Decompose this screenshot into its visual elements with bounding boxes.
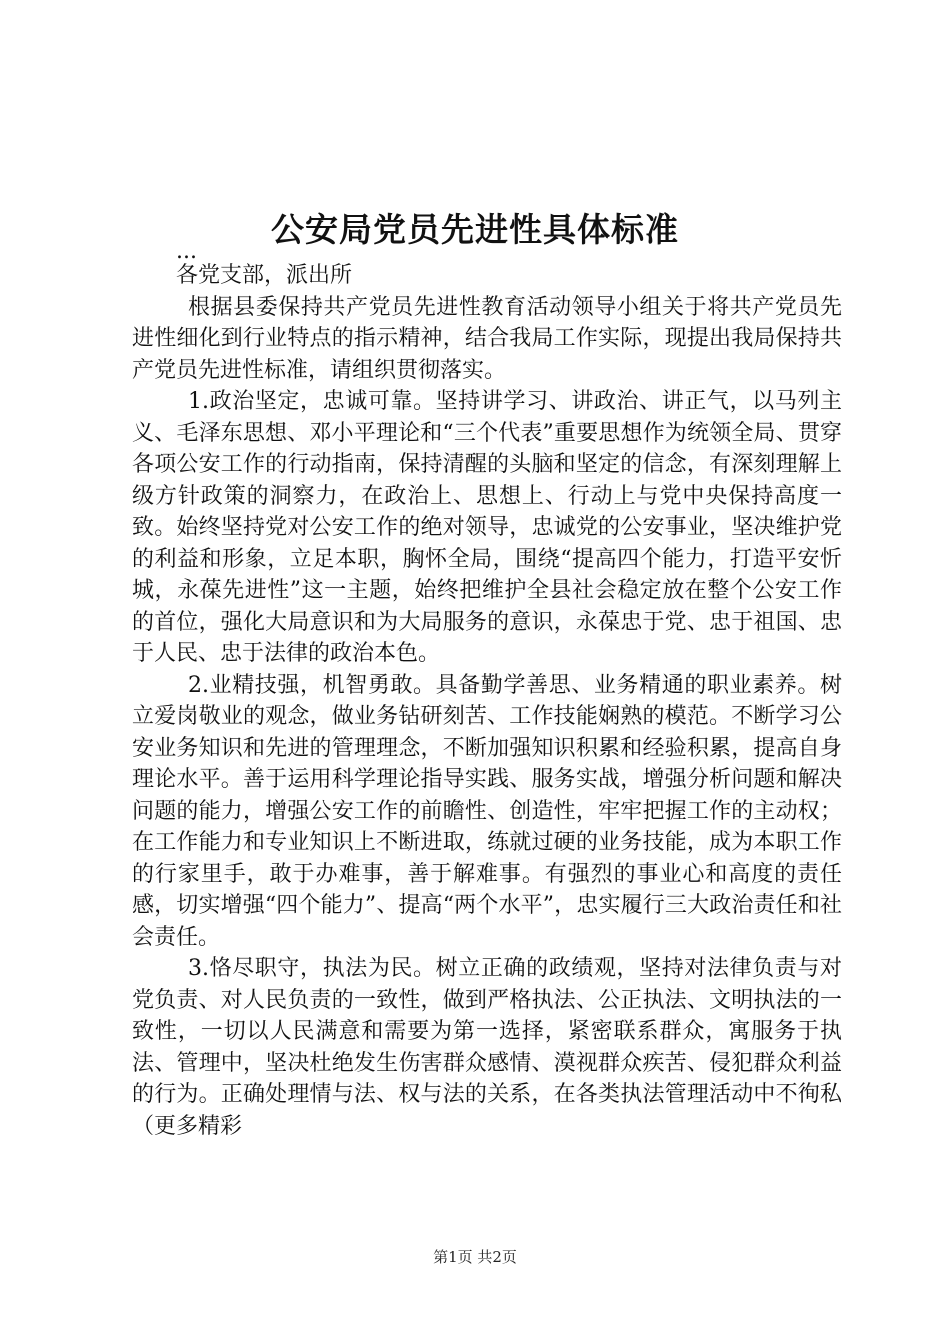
- intro-paragraph: 根据县委保持共产党员先进性教育活动领导小组关于将共产党员先进性细化到行业特点的指示精神，结合我局工作实际，现提出我局保持共产党员先进性标准，请组织贯彻落实。: [132, 294, 842, 383]
- section-paragraph: 1.政治坚定，忠诚可靠。坚持讲学习、讲政治、讲正气，以马列主义、毛泽东思想、邓小平理论和“三个代表”重要思想作为统领全局、贯穿各项公安工作的行动指南，保持清醒的头脑和坚定的信念，有深刻理解上级方针政策的洞察力，在政治上、思想上、行动上与党中央保持高度一致。始终坚持党对公安工作的绝对领导，忠诚党的公安事业，坚决维护党的利益和形象，立足本职，胸怀全局，围绕“提高四个能力，打造平安忻城，永葆先进性”这一主题，始终把维护全县社会稳定放在整个公安工作的首位，强化大局意识和为大局服务的意识，永葆忠于党、忠于祖国、忠于人民、忠于法律的政治本色。: [132, 389, 842, 666]
- page-number: 第1页 共2页: [433, 1248, 517, 1266]
- section-paragraph: 3.恪尽职守，执法为民。树立正确的政绩观，坚持对法律负责与对党负责、对人民负责的一致性，做到严格执法、公正执法、文明执法的一致性，一切以人民满意和需要为第一选择，紧密联系群众，寓服务于执法、管理中，坚决杜绝发生伤害群众感情、漠视群众疾苦、侵犯群众利益的行为。正确处理情与法、权与法的关系，在各类执法管理活动中不徇私（更多精彩: [132, 956, 842, 1139]
- document-title: 公安局党员先进性具体标准: [271, 210, 679, 250]
- document-body: [132, 239, 842, 1142]
- ellipsis-mark: ...: [176, 239, 197, 264]
- salutation: 各党支部，派出所: [176, 263, 353, 288]
- section-paragraph: 2.业精技强，机智勇敢。具备勤学善思、业务精通的职业素养。树立爱岗敬业的观念，做业务钻研刻苦、工作技能娴熟的模范。不断学习公安业务知识和先进的管理理念，不断加强知识积累和经验积累，提高自身理论水平。善于运用科学理论指导实践、服务实战，增强分析问题和解决问题的能力，增强公安工作的前瞻性、创造性，牢牢把握工作的主动权；在工作能力和专业知识上不断进取，练就过硬的业务技能，成为本职工作的行家里手，敢于办难事，善于解难事。有强烈的事业心和高度的责任感，切实增强“四个能力”、提高“两个水平”，忠实履行三大政治责任和社会责任。: [132, 672, 842, 950]
